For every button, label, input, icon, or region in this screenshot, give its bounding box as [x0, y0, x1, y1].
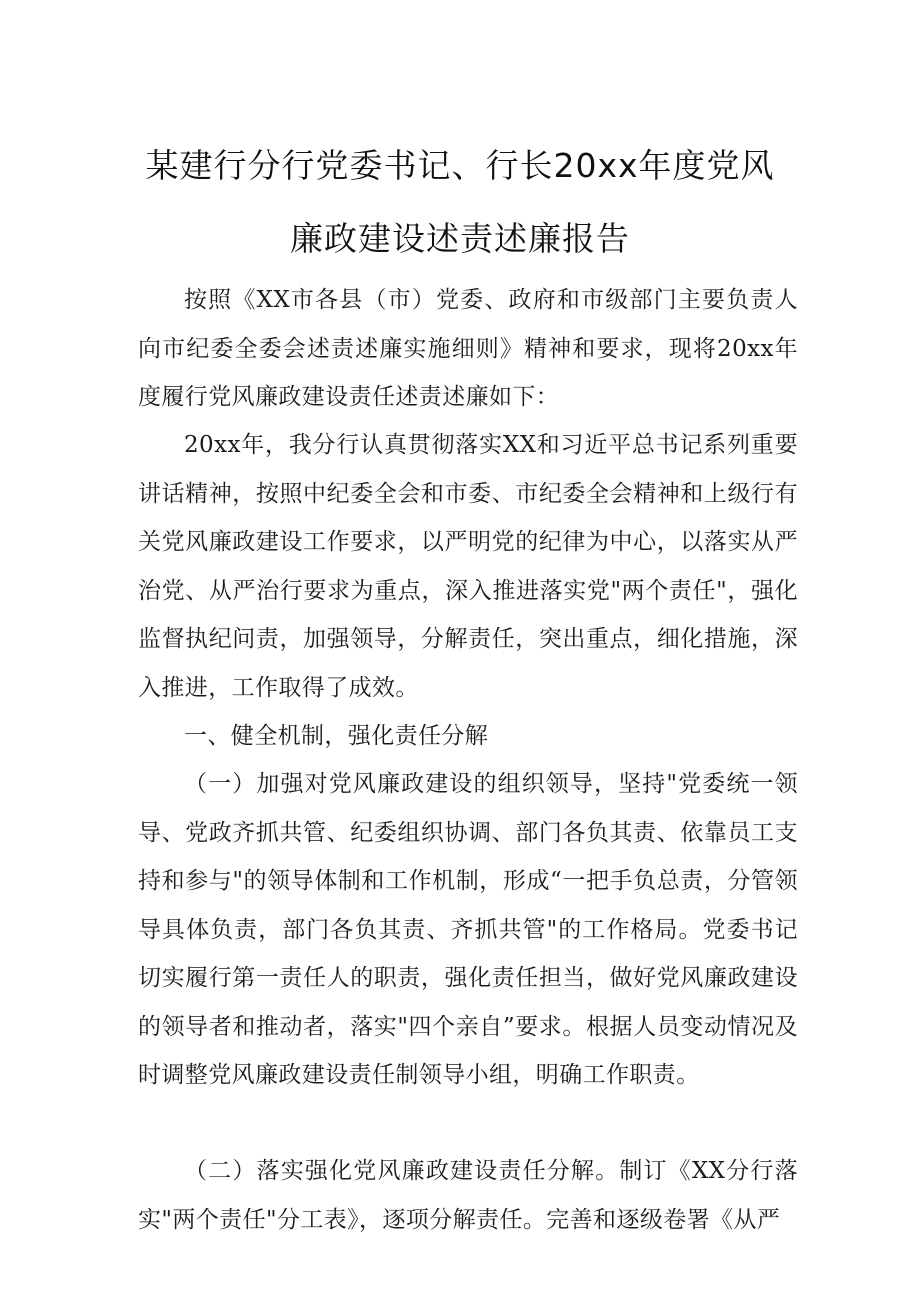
paragraph-item-1 — [138, 760, 798, 1100]
paragraph-text: 按照《XX市各县（市）党委、政府和市级部门主要负责人向市纪委全委会述责述廉实施细则》精神和要求，现将20xx年度履行党风廉政建设责任述责述廉如下： — [138, 287, 798, 410]
paragraph-text: （一）加强对党风廉政建设的组织领导，坚持"党委统一领导、党政齐抓共管、纪委组织协调、部门各负其责、依靠员工支持和参与"的领导体制和工作机制，形成“一把手负总责，分管领导具体负责，部门各负其责、齐抓共管"的工作格局。党委书记切实履行第一责任人的职责，强化责任担当，做好党风廉政建设的领导者和推动者，落实"四个亲自”要求。根据人员变动情况及时调整党风廉政建设责任制领导小组，明确工作职责。 — [138, 771, 798, 1088]
section-heading — [138, 712, 798, 761]
section-heading-text: 一、健全机制，强化责任分解 — [184, 723, 489, 749]
paragraph-text: （二）落实强化党风廉政建设责任分解。制订《XX分行落实"两个责任"分工表》，逐项分解责任。完善和逐级卷署《从严 — [138, 1158, 798, 1233]
document-title-line-1: 某建行分行党委书记、行长20xx年度党风 — [145, 146, 775, 185]
paragraph-text: 20xx年，我分行认真贯彻落实XX和习近平总书记系列重要讲话精神，按照中纪委全会和市委、市纪委全会精神和上级行有关党风廉政建设工作要求，以严明党的纪律为中心，以落实从严治党、从严治行要求为重点，深入推进落实党"两个责任"，强化监督执纪问责，加强领导，分解责任，突出重点，细化措施，深入推进，工作取得了成效。 — [138, 432, 798, 701]
document-title-line-2: 廉政建设述责述廉报告 — [290, 219, 630, 258]
paragraph-item-2 — [138, 1147, 798, 1244]
paragraph-overview — [138, 421, 798, 712]
paragraph-intro — [138, 276, 798, 422]
